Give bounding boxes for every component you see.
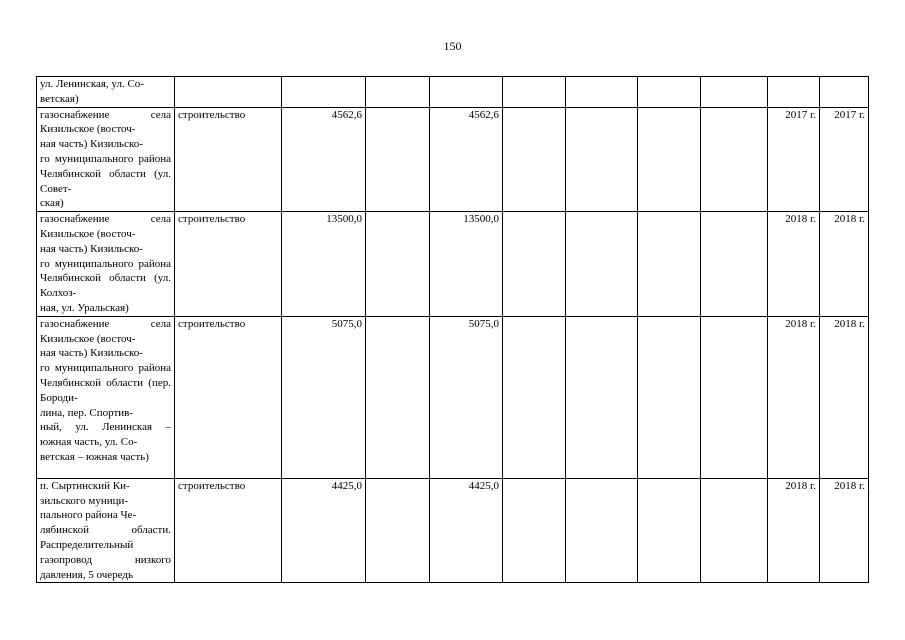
empty-cell [701,212,768,317]
empty-cell [566,212,638,317]
table-row [37,478,869,583]
work-type-cell: строительство [175,316,282,478]
total-cost-cell [282,77,366,108]
empty-cell [638,316,701,478]
table-row [37,212,869,317]
start-year-cell: 2018 г. [768,478,820,583]
empty-cell [503,212,566,317]
table-body [37,77,869,583]
work-type-cell: строительство [175,212,282,317]
end-year-cell: 2017 г. [820,107,869,212]
start-year-cell: 2018 г. [768,316,820,478]
empty-cell [701,316,768,478]
funding-cell: 4562,6 [430,107,503,212]
object-name-cell: ул. Ленинская, ул. Со- ветская) [37,77,175,108]
empty-cell [503,107,566,212]
object-name-cell: газоснабжение села Кизильское (восточ- ная часть) Кизильско- го муниципального района Челябинской области (пер. Бороди- лина, пер. Спортив- ный, ул. Ленинская – южная часть, ул. Со- ветская – южная часть) [37,316,175,478]
empty-cell [638,478,701,583]
start-year-cell: 2017 г. [768,107,820,212]
end-year-cell: 2018 г. [820,316,869,478]
funding-cell: 5075,0 [430,316,503,478]
total-cost-cell: 4562,6 [282,107,366,212]
empty-cell [503,316,566,478]
cost-cell [366,77,430,108]
page-number: 150 [443,39,462,53]
total-cost-cell: 4425,0 [282,478,366,583]
empty-cell [503,478,566,583]
start-year-cell: 2018 г. [768,212,820,317]
table-row [37,316,869,478]
object-name-cell: п. Сыртинский Ки- зильского муници- пального района Че- лябинской области. Распределительный газопровод низкого давления, 5 очередь [37,478,175,583]
empty-cell [638,77,701,108]
cost-cell [366,478,430,583]
empty-cell [566,478,638,583]
empty-cell [701,478,768,583]
work-type-cell: строительство [175,478,282,583]
work-type-cell [175,77,282,108]
empty-cell [503,77,566,108]
empty-cell [638,212,701,317]
end-year-cell: 2018 г. [820,212,869,317]
cost-cell [366,107,430,212]
start-year-cell [768,77,820,108]
empty-cell [566,107,638,212]
empty-cell [701,107,768,212]
total-cost-cell: 5075,0 [282,316,366,478]
end-year-cell [820,77,869,108]
object-name-cell: газоснабжение села Кизильское (восточ- ная часть) Кизильско- го муниципального района Челябинской области (ул. Совет- ская) [37,107,175,212]
total-cost-cell: 13500,0 [282,212,366,317]
object-name-cell: газоснабжение села Кизильское (восточ- ная часть) Кизильско- го муниципального района Челябинской области (ул. Колхоз- ная, ул. Уральская) [37,212,175,317]
empty-cell [638,107,701,212]
table-row [37,107,869,212]
funding-cell [430,77,503,108]
empty-cell [701,77,768,108]
cost-cell [366,316,430,478]
end-year-cell: 2018 г. [820,478,869,583]
table-row [37,77,869,108]
work-type-cell: строительство [175,107,282,212]
funding-cell: 4425,0 [430,478,503,583]
funding-cell: 13500,0 [430,212,503,317]
empty-cell [566,77,638,108]
empty-cell [566,316,638,478]
investment-table [36,76,869,583]
cost-cell [366,212,430,317]
